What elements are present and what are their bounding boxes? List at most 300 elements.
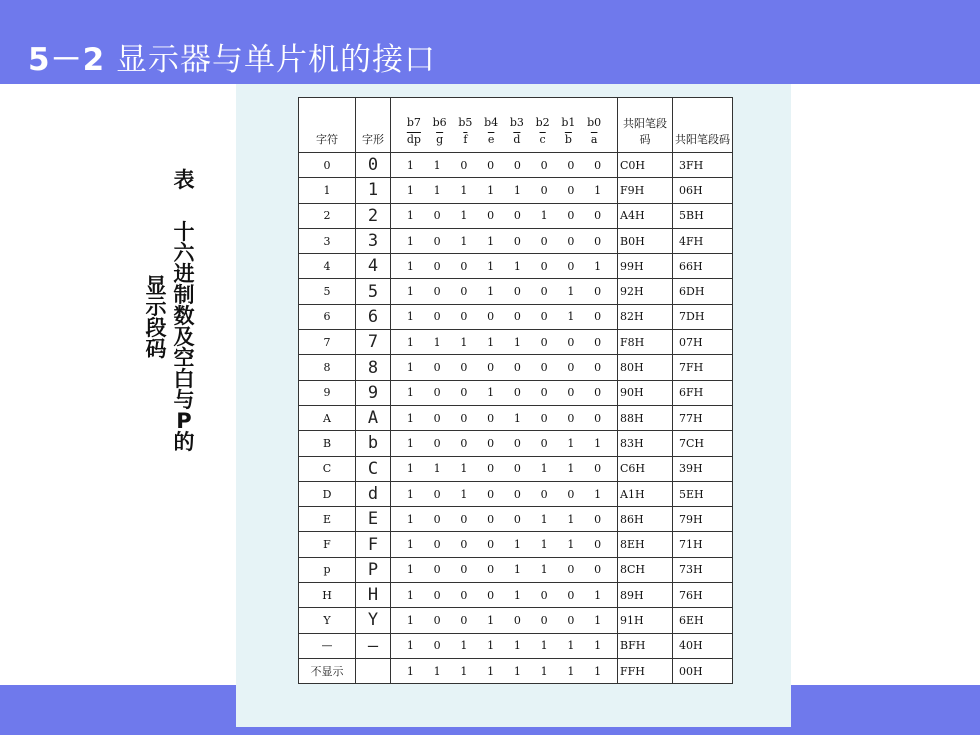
bit-value: 1	[406, 386, 414, 400]
table-row	[299, 405, 733, 430]
bit-value: 0	[540, 183, 548, 197]
bit-value: 0	[433, 234, 441, 248]
seven-segment-glyph-icon: 7	[367, 332, 379, 353]
seven-segment-glyph-icon: 5	[367, 281, 379, 302]
bit-value: 0	[540, 588, 548, 602]
bit-value: 1	[594, 259, 602, 273]
table-row	[299, 228, 733, 253]
bit-value: 1	[513, 183, 521, 197]
char-cell: 8	[299, 355, 356, 380]
bit-value: 0	[567, 209, 575, 223]
bit-value: 0	[460, 613, 468, 627]
bit-value: 0	[433, 563, 441, 577]
common-anode-code: 8CH	[618, 557, 673, 582]
bit-value: 0	[487, 512, 495, 526]
bit-values	[391, 589, 617, 602]
bit-value: 0	[487, 538, 495, 552]
bit-labels	[395, 114, 613, 132]
bit-value: 1	[460, 234, 468, 248]
bit-value: 0	[513, 234, 521, 248]
bit-value: 0	[487, 436, 495, 450]
common-anode-code: 99H	[618, 254, 673, 279]
seven-segment-glyph-icon: 6	[367, 306, 379, 327]
bit-values	[391, 639, 617, 652]
seven-segment-glyph-icon: A	[367, 408, 379, 429]
bit-value: 0	[487, 310, 495, 324]
bit-value: 0	[433, 310, 441, 324]
common-cathode-code: 7DH	[673, 304, 733, 329]
glyph-cell	[356, 431, 391, 456]
segment-label: $\overline{f}$	[463, 133, 468, 146]
bits-cell	[391, 330, 618, 355]
glyph-cell	[356, 532, 391, 557]
table-row	[299, 431, 733, 456]
table-row	[299, 481, 733, 506]
bits-cell	[391, 431, 618, 456]
bit-values	[391, 513, 617, 526]
bit-value: 1	[594, 436, 602, 450]
glyph-cell	[356, 279, 391, 304]
common-cathode-code: 39H	[673, 456, 733, 481]
bit-value: 0	[433, 411, 441, 425]
bit-value: 0	[513, 487, 521, 501]
char-cell: C	[299, 456, 356, 481]
table-row	[299, 532, 733, 557]
bit-value: 0	[433, 259, 441, 273]
bit-value: 0	[594, 538, 602, 552]
bit-value: 0	[513, 310, 521, 324]
common-anode-code: B0H	[618, 228, 673, 253]
bit-value: 0	[513, 158, 521, 172]
seven-segment-glyph-icon: F	[367, 534, 379, 555]
bit-value: 0	[513, 512, 521, 526]
common-anode-code: 83H	[618, 431, 673, 456]
bit-value: 0	[487, 158, 495, 172]
glyph-cell	[356, 228, 391, 253]
bit-value: 0	[594, 411, 602, 425]
seven-segment-glyph-icon: P	[367, 559, 379, 580]
bit-value: 1	[406, 462, 414, 476]
bit-value: 0	[460, 538, 468, 552]
table-body	[299, 153, 733, 684]
bit-values	[391, 310, 617, 323]
bit-value: 1	[540, 462, 548, 476]
bit-value: 0	[540, 487, 548, 501]
bit-value: 1	[460, 209, 468, 223]
bits-cell	[391, 254, 618, 279]
bits-cell	[391, 481, 618, 506]
bit-value: 0	[567, 588, 575, 602]
common-anode-code: BFH	[618, 633, 673, 658]
seven-segment-glyph-icon: H	[367, 585, 379, 606]
bit-value: 0	[487, 588, 495, 602]
bit-values	[391, 386, 617, 399]
bits-cell	[391, 304, 618, 329]
bit-value: 0	[460, 361, 468, 375]
bit-value: 1	[513, 335, 521, 349]
bit-values	[391, 437, 617, 450]
glyph-cell	[356, 153, 391, 178]
bit-value: 1	[433, 335, 441, 349]
bit-value: 1	[460, 462, 468, 476]
glyph-cell	[356, 405, 391, 430]
bit-value: 0	[460, 158, 468, 172]
bit-value: 1	[433, 158, 441, 172]
bit-values	[391, 336, 617, 349]
bit-values	[391, 285, 617, 298]
char-cell: D	[299, 481, 356, 506]
side-caption-column-1: 十六进制数及空白与P的	[173, 220, 195, 454]
bit-value: 0	[487, 487, 495, 501]
bit-value: 0	[540, 310, 548, 324]
bit-value: 1	[513, 563, 521, 577]
common-cathode-code: 07H	[673, 330, 733, 355]
bit-value: 0	[567, 563, 575, 577]
bit-label: b5	[458, 116, 473, 129]
bit-value: 1	[567, 512, 575, 526]
bit-value: 0	[540, 259, 548, 273]
bit-value: 0	[540, 411, 548, 425]
seven-segment-glyph-icon: b	[367, 433, 379, 454]
table-row	[299, 355, 733, 380]
bit-value: 0	[540, 613, 548, 627]
bit-value: 0	[594, 234, 602, 248]
header-glyph: 字形	[356, 98, 391, 153]
bit-values	[391, 209, 617, 222]
bit-value: 1	[433, 664, 441, 678]
common-cathode-code: 5BH	[673, 203, 733, 228]
char-cell: 2	[299, 203, 356, 228]
bit-value: 1	[433, 183, 441, 197]
common-cathode-code: 7FH	[673, 355, 733, 380]
bit-value: 1	[460, 664, 468, 678]
seven-segment-glyph-icon: 9	[367, 382, 379, 403]
common-anode-code: 90H	[618, 380, 673, 405]
glyph-cell	[356, 330, 391, 355]
bits-cell	[391, 507, 618, 532]
bit-value: 0	[594, 563, 602, 577]
bit-values	[391, 361, 617, 374]
bit-value: 0	[567, 361, 575, 375]
seven-segment-glyph-icon: —	[367, 635, 379, 656]
title-bar	[0, 0, 980, 84]
slide-title-number: 5－2	[28, 42, 106, 78]
bit-value: 0	[433, 613, 441, 627]
char-cell: A	[299, 405, 356, 430]
glyph-cell	[356, 557, 391, 582]
bit-value: 1	[487, 639, 495, 653]
seven-segment-glyph-icon: 8	[367, 357, 379, 378]
bit-value: 1	[406, 259, 414, 273]
table-row	[299, 203, 733, 228]
bit-value: 1	[406, 512, 414, 526]
bit-value: 1	[460, 487, 468, 501]
bits-cell	[391, 633, 618, 658]
bit-value: 0	[433, 285, 441, 299]
bit-value: 1	[567, 310, 575, 324]
bit-value: 0	[594, 462, 602, 476]
slide-title-text: 显示器与单片机的接口	[116, 42, 436, 78]
bit-value: 0	[594, 386, 602, 400]
bit-label: b0	[587, 116, 602, 129]
common-anode-code: FFH	[618, 658, 673, 683]
bit-value: 0	[487, 563, 495, 577]
table-row	[299, 557, 733, 582]
char-cell: 不显示	[299, 658, 356, 683]
bit-value: 0	[433, 436, 441, 450]
bits-cell	[391, 583, 618, 608]
bit-value: 0	[594, 335, 602, 349]
seven-segment-glyph-icon: d	[367, 484, 379, 504]
bits-cell	[391, 380, 618, 405]
bit-value: 0	[433, 538, 441, 552]
bit-label: b4	[484, 116, 499, 129]
table-row	[299, 633, 733, 658]
bit-value: 0	[594, 285, 602, 299]
common-anode-code: 89H	[618, 583, 673, 608]
bit-value: 0	[594, 209, 602, 223]
table-row	[299, 330, 733, 355]
bit-value: 0	[540, 234, 548, 248]
char-cell: 5	[299, 279, 356, 304]
table-row	[299, 178, 733, 203]
bit-value: 0	[540, 361, 548, 375]
bit-value: 1	[406, 538, 414, 552]
bits-cell	[391, 608, 618, 633]
bit-value: 0	[567, 411, 575, 425]
bit-value: 1	[487, 664, 495, 678]
bit-value: 1	[406, 436, 414, 450]
common-anode-code: A4H	[618, 203, 673, 228]
glyph-cell	[356, 658, 391, 683]
glyph-cell	[356, 481, 391, 506]
bit-value: 1	[487, 613, 495, 627]
bit-value: 1	[406, 234, 414, 248]
bit-value: 1	[460, 183, 468, 197]
bit-value: 1	[406, 183, 414, 197]
bits-cell	[391, 279, 618, 304]
bit-values	[391, 563, 617, 576]
common-cathode-code: 06H	[673, 178, 733, 203]
bit-value: 0	[433, 512, 441, 526]
seven-segment-glyph-icon: C	[367, 458, 379, 479]
bit-value: 1	[406, 411, 414, 425]
bits-cell	[391, 355, 618, 380]
bits-cell	[391, 178, 618, 203]
bit-value: 0	[433, 639, 441, 653]
segment-code-table	[298, 97, 733, 684]
glyph-cell	[356, 608, 391, 633]
bit-value: 1	[567, 462, 575, 476]
bit-value: 1	[406, 361, 414, 375]
bit-value: 0	[513, 462, 521, 476]
bit-label: b2	[535, 116, 550, 129]
bit-value: 0	[487, 209, 495, 223]
bit-value: 0	[513, 613, 521, 627]
common-anode-code: 92H	[618, 279, 673, 304]
bit-values	[391, 614, 617, 627]
bit-value: 0	[433, 386, 441, 400]
bit-value: 0	[433, 361, 441, 375]
bit-value: 1	[567, 538, 575, 552]
char-cell: H	[299, 583, 356, 608]
bit-value: 0	[460, 512, 468, 526]
bit-values	[391, 412, 617, 425]
seven-segment-glyph-icon: 0	[367, 155, 379, 176]
bit-value: 1	[487, 183, 495, 197]
bit-value: 1	[406, 209, 414, 223]
bit-value: 0	[567, 487, 575, 501]
char-cell: Y	[299, 608, 356, 633]
bit-value: 1	[513, 639, 521, 653]
char-cell: 9	[299, 380, 356, 405]
bit-value: 0	[567, 183, 575, 197]
common-cathode-code: 77H	[673, 405, 733, 430]
bit-value: 0	[460, 563, 468, 577]
header-common-cathode: 共阳笔段码	[673, 98, 733, 153]
seven-segment-glyph-icon: E	[367, 509, 379, 530]
bit-value: 1	[567, 639, 575, 653]
bit-values	[391, 260, 617, 273]
bits-cell	[391, 532, 618, 557]
segment-label: $\overline{g}$	[436, 133, 444, 146]
segment-label: $\overline{b}$	[564, 133, 572, 146]
bit-value: 1	[513, 259, 521, 273]
bit-value: 1	[406, 310, 414, 324]
bit-value: 0	[513, 436, 521, 450]
common-anode-code: 82H	[618, 304, 673, 329]
bits-cell	[391, 203, 618, 228]
header-bits	[391, 98, 618, 153]
glyph-cell	[356, 507, 391, 532]
bit-value: 0	[460, 411, 468, 425]
common-cathode-code: 79H	[673, 507, 733, 532]
common-anode-code: 80H	[618, 355, 673, 380]
bit-value: 1	[487, 259, 495, 273]
bit-value: 1	[406, 487, 414, 501]
table-row	[299, 254, 733, 279]
bit-value: 1	[487, 335, 495, 349]
bit-value: 1	[540, 209, 548, 223]
bit-value: 1	[487, 386, 495, 400]
common-anode-code: C6H	[618, 456, 673, 481]
seven-segment-glyph-icon: Y	[367, 610, 379, 631]
bit-value: 0	[433, 209, 441, 223]
char-cell: 3	[299, 228, 356, 253]
bit-value: 1	[567, 436, 575, 450]
common-anode-code: 8EH	[618, 532, 673, 557]
bit-label: b6	[432, 116, 447, 129]
bits-cell	[391, 456, 618, 481]
bit-value: 1	[540, 664, 548, 678]
bit-value: 0	[460, 259, 468, 273]
bit-value: 0	[594, 158, 602, 172]
bit-value: 0	[487, 462, 495, 476]
common-cathode-code: 3FH	[673, 153, 733, 178]
table-header-row	[299, 98, 733, 153]
bit-value: 1	[513, 664, 521, 678]
table-row	[299, 456, 733, 481]
bit-value: 1	[513, 588, 521, 602]
bit-value: 0	[460, 436, 468, 450]
bit-value: 0	[513, 386, 521, 400]
bit-value: 1	[406, 613, 414, 627]
segment-label: $\overline{e}$	[487, 133, 495, 146]
table-row	[299, 658, 733, 683]
bit-value: 1	[433, 462, 441, 476]
segment-label: $\overline{a}$	[590, 133, 598, 146]
glyph-cell	[356, 633, 391, 658]
bit-values	[391, 462, 617, 475]
common-anode-code: C0H	[618, 153, 673, 178]
table-row	[299, 279, 733, 304]
bit-value: 1	[406, 335, 414, 349]
header-common-anode: 共阳笔段码	[618, 98, 673, 153]
bit-value: 1	[406, 158, 414, 172]
bit-value: 0	[433, 487, 441, 501]
common-cathode-code: 4FH	[673, 228, 733, 253]
bit-value: 1	[406, 285, 414, 299]
bit-value: 0	[567, 259, 575, 273]
common-cathode-code: 6EH	[673, 608, 733, 633]
bit-value: 0	[513, 285, 521, 299]
bit-value: 0	[567, 158, 575, 172]
side-caption-table-label: 表	[173, 168, 195, 192]
bits-cell	[391, 228, 618, 253]
glyph-cell	[356, 355, 391, 380]
header-char: 字符	[299, 98, 356, 153]
bit-value: 0	[433, 588, 441, 602]
table-row	[299, 153, 733, 178]
table-row	[299, 608, 733, 633]
common-cathode-code: 71H	[673, 532, 733, 557]
bit-value: 0	[460, 588, 468, 602]
bit-value: 1	[567, 664, 575, 678]
bit-value: 0	[513, 361, 521, 375]
table-row	[299, 380, 733, 405]
bit-value: 1	[540, 563, 548, 577]
char-cell: 7	[299, 330, 356, 355]
bit-value: 1	[567, 285, 575, 299]
common-anode-code: A1H	[618, 481, 673, 506]
char-cell: 1	[299, 178, 356, 203]
bit-values	[391, 665, 617, 678]
bit-values	[391, 235, 617, 248]
seven-segment-glyph-icon: 1	[367, 180, 379, 201]
char-cell: 0	[299, 153, 356, 178]
common-anode-code: 91H	[618, 608, 673, 633]
bit-label: b1	[561, 116, 576, 129]
bit-value: 0	[460, 310, 468, 324]
glyph-cell	[356, 254, 391, 279]
common-cathode-code: 66H	[673, 254, 733, 279]
bit-value: 1	[406, 664, 414, 678]
bit-value: 1	[540, 639, 548, 653]
bit-value: 0	[487, 361, 495, 375]
glyph-cell	[356, 203, 391, 228]
bit-value: 1	[406, 639, 414, 653]
segment-labels	[395, 132, 613, 148]
char-cell: 4	[299, 254, 356, 279]
bit-value: 0	[487, 411, 495, 425]
segment-label: $\overline{dp}$	[406, 133, 421, 146]
bit-value: 1	[487, 285, 495, 299]
common-cathode-code: 76H	[673, 583, 733, 608]
bit-value: 1	[540, 512, 548, 526]
bit-value: 0	[567, 234, 575, 248]
bit-value: 1	[594, 183, 602, 197]
bit-value: 0	[594, 310, 602, 324]
